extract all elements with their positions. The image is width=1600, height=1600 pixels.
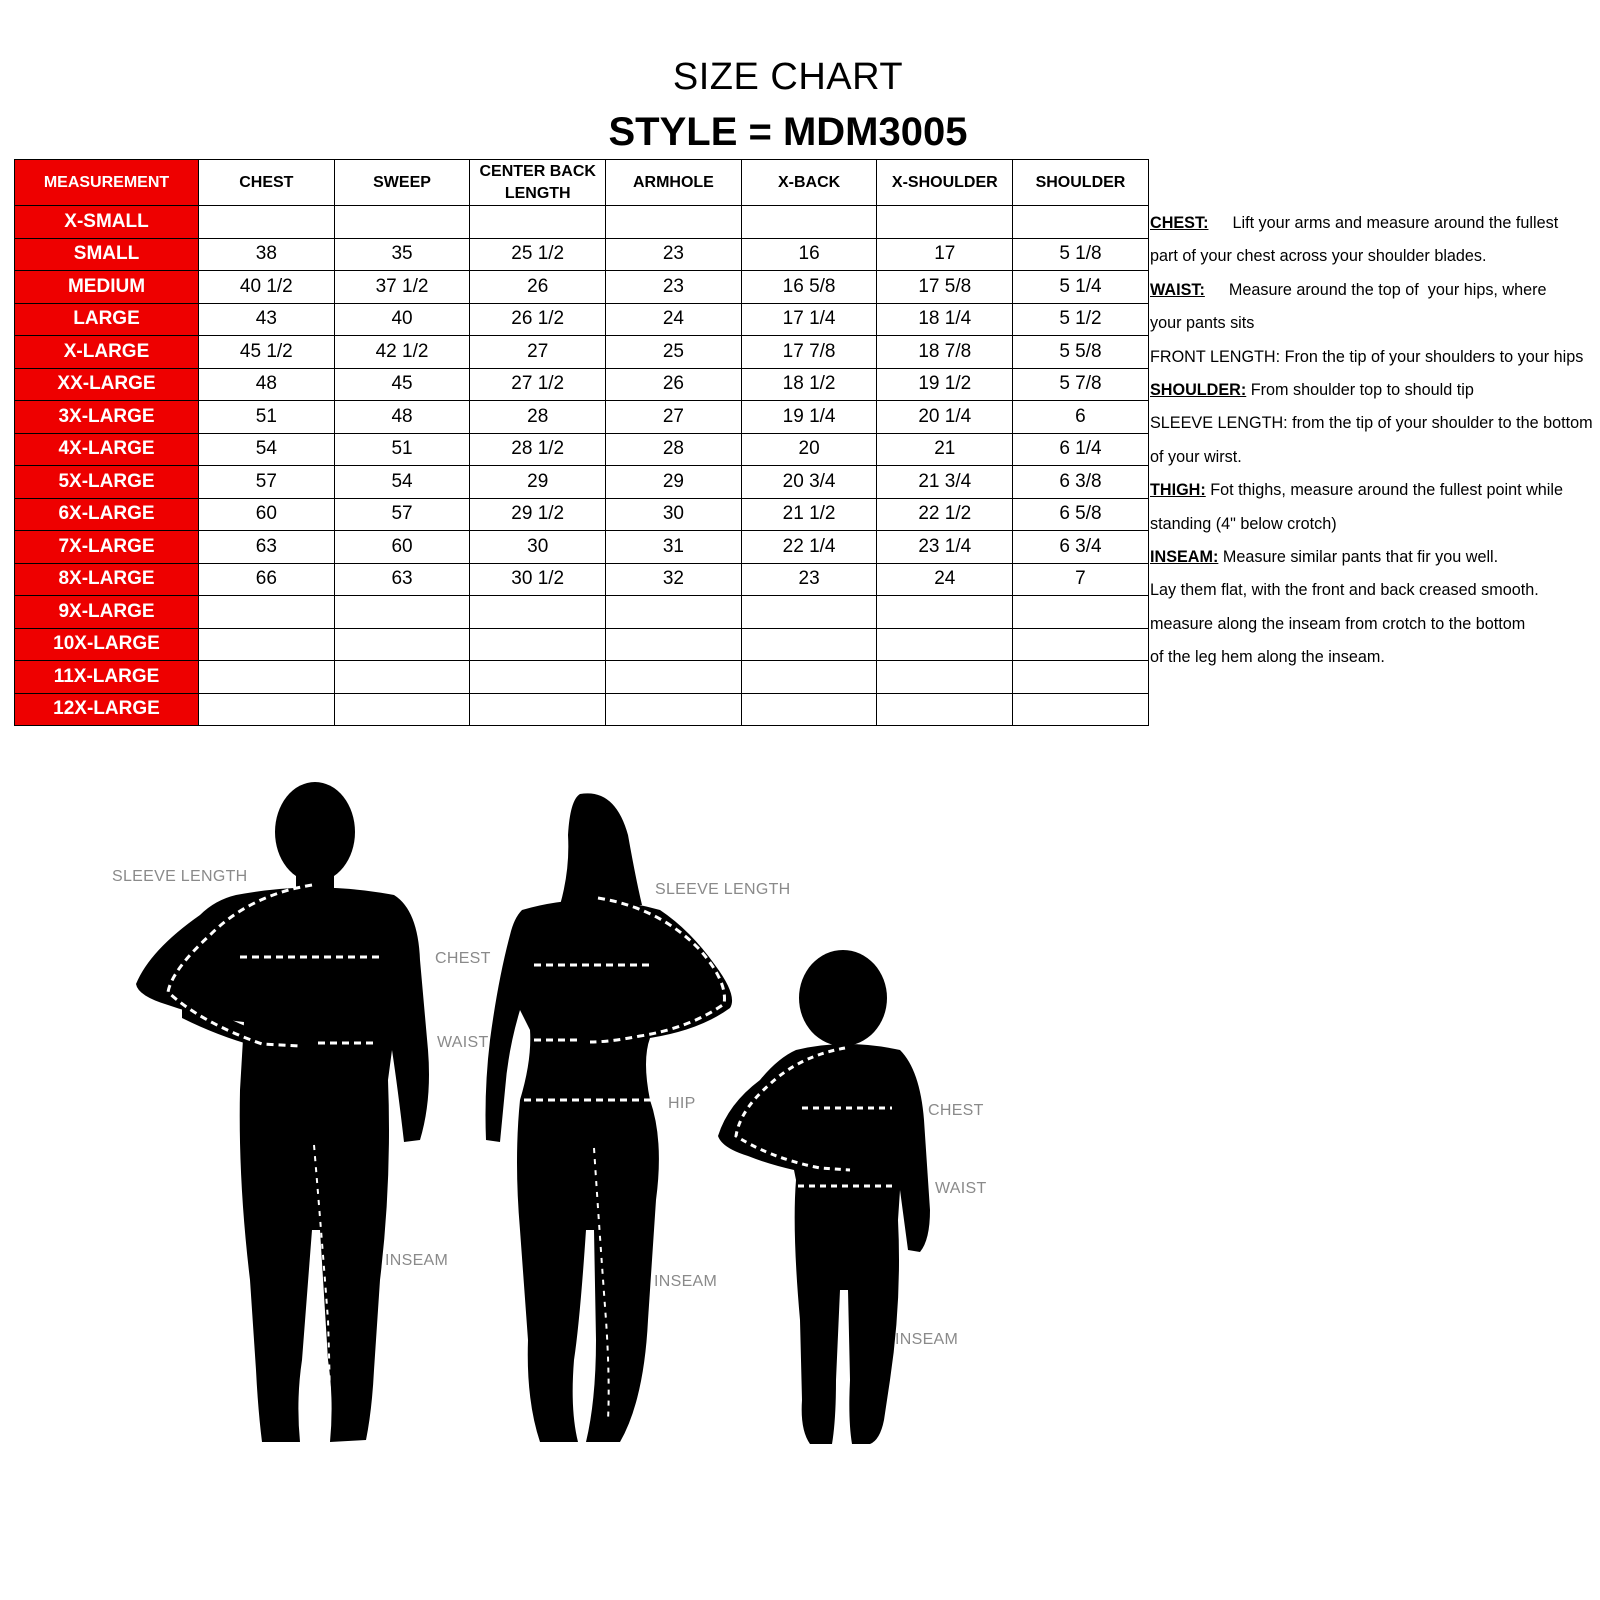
- note-label: SHOULDER:: [1150, 380, 1247, 399]
- note-text: your pants sits: [1150, 314, 1255, 333]
- table-cell: 29: [606, 466, 742, 499]
- table-row: [15, 498, 1149, 531]
- table-cell: 25: [606, 336, 742, 369]
- table-cell: 26 1/2: [470, 303, 606, 336]
- size-label: 9X-LARGE: [15, 596, 199, 629]
- table-cell: 25 1/2: [470, 238, 606, 271]
- note-label: WAIST:: [1150, 280, 1205, 299]
- table-cell: 22 1/2: [877, 498, 1013, 531]
- size-label: 7X-LARGE: [15, 531, 199, 564]
- table-cell: [1013, 206, 1149, 239]
- table-cell: 48: [199, 368, 335, 401]
- size-label: 6X-LARGE: [15, 498, 199, 531]
- note-label: INSEAM:: [1150, 547, 1219, 566]
- table-cell: [199, 628, 335, 661]
- table-cell: 57: [334, 498, 470, 531]
- table-cell: 48: [334, 401, 470, 434]
- table-cell: [199, 596, 335, 629]
- table-cell: 20: [741, 433, 877, 466]
- table-cell: 26: [470, 271, 606, 304]
- table-cell: 24: [877, 563, 1013, 596]
- table-cell: 24: [606, 303, 742, 336]
- table-cell: [334, 596, 470, 629]
- table-header-row: [15, 160, 1149, 206]
- table-row: [15, 531, 1149, 564]
- table-cell: 63: [199, 531, 335, 564]
- table-cell: [470, 596, 606, 629]
- child-waist-label: WAIST: [935, 1180, 987, 1197]
- table-cell: 6: [1013, 401, 1149, 434]
- table-cell: 21: [877, 433, 1013, 466]
- table-cell: 18 1/2: [741, 368, 877, 401]
- size-label: 8X-LARGE: [15, 563, 199, 596]
- table-cell: 7: [1013, 563, 1149, 596]
- table-cell: [470, 206, 606, 239]
- table-cell: 17 7/8: [741, 336, 877, 369]
- table-row: [15, 693, 1149, 726]
- table-cell: [741, 693, 877, 726]
- column-header: X-BACK: [741, 160, 877, 206]
- table-cell: 32: [606, 563, 742, 596]
- table-cell: 57: [199, 466, 335, 499]
- table-row: [15, 466, 1149, 499]
- note-text: Lift your arms and measure around the fullest: [1232, 214, 1559, 232]
- note-text: Measure similar pants that fir you well.: [1218, 547, 1499, 566]
- table-cell: 54: [334, 466, 470, 499]
- table-row: [15, 368, 1149, 401]
- table-cell: 40: [334, 303, 470, 336]
- table-cell: 54: [199, 433, 335, 466]
- table-cell: 60: [199, 498, 335, 531]
- table-cell: 23: [606, 238, 742, 271]
- size-label: 3X-LARGE: [15, 401, 199, 434]
- size-table: [14, 159, 1149, 726]
- table-cell: [470, 661, 606, 694]
- man-inseam-label: INSEAM: [385, 1252, 449, 1269]
- table-cell: [606, 596, 742, 629]
- note-text: part of your chest across your shoulder blades.: [1150, 247, 1487, 266]
- size-label: LARGE: [15, 303, 199, 336]
- table-cell: 27: [606, 401, 742, 434]
- table-cell: 31: [606, 531, 742, 564]
- table-row: [15, 401, 1149, 434]
- column-header: SHOULDER: [1013, 160, 1149, 206]
- table-cell: [877, 693, 1013, 726]
- table-cell: 5 1/8: [1013, 238, 1149, 271]
- table-cell: 6 5/8: [1013, 498, 1149, 531]
- table-row: [15, 563, 1149, 596]
- note-text: measure along the inseam from crotch to the bottom: [1150, 614, 1526, 633]
- table-cell: 5 1/4: [1013, 271, 1149, 304]
- table-cell: 30: [470, 531, 606, 564]
- note-text: of your wirst.: [1150, 447, 1242, 466]
- table-row: [15, 628, 1149, 661]
- table-row: [15, 271, 1149, 304]
- body-measurement-figures: [0, 760, 1010, 1480]
- size-label: 10X-LARGE: [15, 628, 199, 661]
- note-text: of the leg hem along the inseam.: [1150, 648, 1385, 667]
- note-text: SLEEVE LENGTH: from the tip of your shoulder to the bottom: [1150, 414, 1593, 433]
- table-cell: [334, 661, 470, 694]
- table-cell: [470, 628, 606, 661]
- table-cell: [470, 693, 606, 726]
- column-header: X-SHOULDER: [877, 160, 1013, 206]
- table-cell: 16: [741, 238, 877, 271]
- note-text: Measure around the top of your hips, where: [1228, 280, 1547, 299]
- table-cell: [1013, 596, 1149, 629]
- table-cell: 40 1/2: [199, 271, 335, 304]
- size-label: 12X-LARGE: [15, 693, 199, 726]
- table-cell: [1013, 661, 1149, 694]
- table-cell: [877, 661, 1013, 694]
- note-line: [1150, 608, 1600, 641]
- table-cell: [741, 596, 877, 629]
- woman-inseam-label: INSEAM: [654, 1273, 718, 1290]
- size-label: SMALL: [15, 238, 199, 271]
- table-cell: [334, 693, 470, 726]
- table-cell: 29 1/2: [470, 498, 606, 531]
- table-cell: 6 3/4: [1013, 531, 1149, 564]
- table-cell: 21 3/4: [877, 466, 1013, 499]
- table-cell: 17 5/8: [877, 271, 1013, 304]
- table-cell: [741, 628, 877, 661]
- table-cell: [741, 661, 877, 694]
- table-cell: [877, 628, 1013, 661]
- table-cell: [334, 206, 470, 239]
- man-waist-label: WAIST: [437, 1034, 489, 1051]
- table-cell: 6 1/4: [1013, 433, 1149, 466]
- table-cell: 26: [606, 368, 742, 401]
- size-label: 4X-LARGE: [15, 433, 199, 466]
- note-line: [1150, 441, 1600, 474]
- note-line: [1150, 307, 1600, 340]
- note-line: [1150, 474, 1600, 507]
- note-label: CHEST:: [1150, 214, 1209, 232]
- note-label: THIGH:: [1150, 481, 1206, 500]
- table-row: [15, 661, 1149, 694]
- size-label: 5X-LARGE: [15, 466, 199, 499]
- table-cell: 23: [606, 271, 742, 304]
- column-header: ARMHOLE: [606, 160, 742, 206]
- table-cell: 19 1/4: [741, 401, 877, 434]
- child-silhouette: [718, 950, 930, 1444]
- table-row: [15, 433, 1149, 466]
- table-cell: 17: [877, 238, 1013, 271]
- table-row: [15, 206, 1149, 239]
- note-text: Fot thighs, measure around the fullest point while: [1205, 481, 1563, 500]
- table-cell: 5 7/8: [1013, 368, 1149, 401]
- table-cell: [606, 661, 742, 694]
- man-chest-label: CHEST: [435, 950, 491, 967]
- table-cell: [877, 206, 1013, 239]
- man-sleeve-label: SLEEVE LENGTH: [112, 868, 248, 885]
- table-cell: 66: [199, 563, 335, 596]
- table-row: [15, 303, 1149, 336]
- table-cell: 23 1/4: [877, 531, 1013, 564]
- table-cell: 45: [334, 368, 470, 401]
- note-line: [1150, 641, 1600, 674]
- table-cell: [199, 661, 335, 694]
- table-cell: 51: [199, 401, 335, 434]
- table-cell: [1013, 628, 1149, 661]
- table-cell: 37 1/2: [334, 271, 470, 304]
- note-line: [1150, 341, 1600, 374]
- table-row: [15, 238, 1149, 271]
- note-text: FRONT LENGTH: Fron the tip of your shoulders to your hips: [1150, 347, 1584, 366]
- size-label: X-LARGE: [15, 336, 199, 369]
- woman-sleeve-label: SLEEVE LENGTH: [655, 881, 791, 898]
- table-cell: 22 1/4: [741, 531, 877, 564]
- table-cell: 63: [334, 563, 470, 596]
- note-line: [1150, 374, 1600, 407]
- note-line: [1150, 207, 1600, 240]
- table-cell: 27: [470, 336, 606, 369]
- table-row: [15, 596, 1149, 629]
- page-title: SIZE CHART: [672, 56, 904, 98]
- table-cell: [606, 206, 742, 239]
- table-cell: 51: [334, 433, 470, 466]
- table-cell: 21 1/2: [741, 498, 877, 531]
- table-cell: 43: [199, 303, 335, 336]
- note-line: [1150, 541, 1600, 574]
- child-inseam-label: INSEAM: [895, 1331, 959, 1348]
- table-cell: 18 7/8: [877, 336, 1013, 369]
- table-cell: 42 1/2: [334, 336, 470, 369]
- note-text: standing (4" below crotch): [1150, 514, 1337, 533]
- table-cell: [1013, 693, 1149, 726]
- table-cell: [334, 628, 470, 661]
- table-row: [15, 336, 1149, 369]
- table-cell: 30 1/2: [470, 563, 606, 596]
- table-cell: [877, 596, 1013, 629]
- table-cell: 28: [470, 401, 606, 434]
- style-title: STYLE = MDM3005: [608, 110, 968, 154]
- table-cell: 6 3/8: [1013, 466, 1149, 499]
- note-line: [1150, 508, 1600, 541]
- size-label: MEDIUM: [15, 271, 199, 304]
- table-cell: 35: [334, 238, 470, 271]
- table-cell: 20 1/4: [877, 401, 1013, 434]
- table-cell: 16 5/8: [741, 271, 877, 304]
- table-cell: 60: [334, 531, 470, 564]
- child-chest-label: CHEST: [928, 1102, 984, 1119]
- note-line: [1150, 274, 1600, 307]
- note-line: [1150, 240, 1600, 273]
- table-cell: 27 1/2: [470, 368, 606, 401]
- size-label: X-SMALL: [15, 206, 199, 239]
- size-label: 11X-LARGE: [15, 661, 199, 694]
- table-cell: [606, 628, 742, 661]
- table-cell: 45 1/2: [199, 336, 335, 369]
- note-line: [1150, 574, 1600, 607]
- table-cell: [606, 693, 742, 726]
- table-cell: 17 1/4: [741, 303, 877, 336]
- table-cell: 18 1/4: [877, 303, 1013, 336]
- note-text: Lay them flat, with the front and back creased smooth.: [1150, 581, 1539, 600]
- column-header: SWEEP: [334, 160, 470, 206]
- note-line: [1150, 407, 1600, 440]
- table-cell: 23: [741, 563, 877, 596]
- table-cell: 38: [199, 238, 335, 271]
- woman-hip-label: HIP: [668, 1095, 696, 1112]
- table-cell: 30: [606, 498, 742, 531]
- table-cell: 19 1/2: [877, 368, 1013, 401]
- table-cell: 29: [470, 466, 606, 499]
- table-cell: [741, 206, 877, 239]
- size-label: XX-LARGE: [15, 368, 199, 401]
- column-header: CENTER BACK LENGTH: [470, 160, 606, 206]
- column-header: CHEST: [199, 160, 335, 206]
- table-cell: 5 1/2: [1013, 303, 1149, 336]
- table-cell: [199, 693, 335, 726]
- measurement-notes: [1150, 207, 1600, 674]
- table-cell: 28 1/2: [470, 433, 606, 466]
- table-cell: 5 5/8: [1013, 336, 1149, 369]
- note-text: From shoulder top to should tip: [1246, 380, 1474, 399]
- table-cell: 28: [606, 433, 742, 466]
- table-cell: 20 3/4: [741, 466, 877, 499]
- column-header: MEASUREMENT: [15, 160, 199, 206]
- table-cell: [199, 206, 335, 239]
